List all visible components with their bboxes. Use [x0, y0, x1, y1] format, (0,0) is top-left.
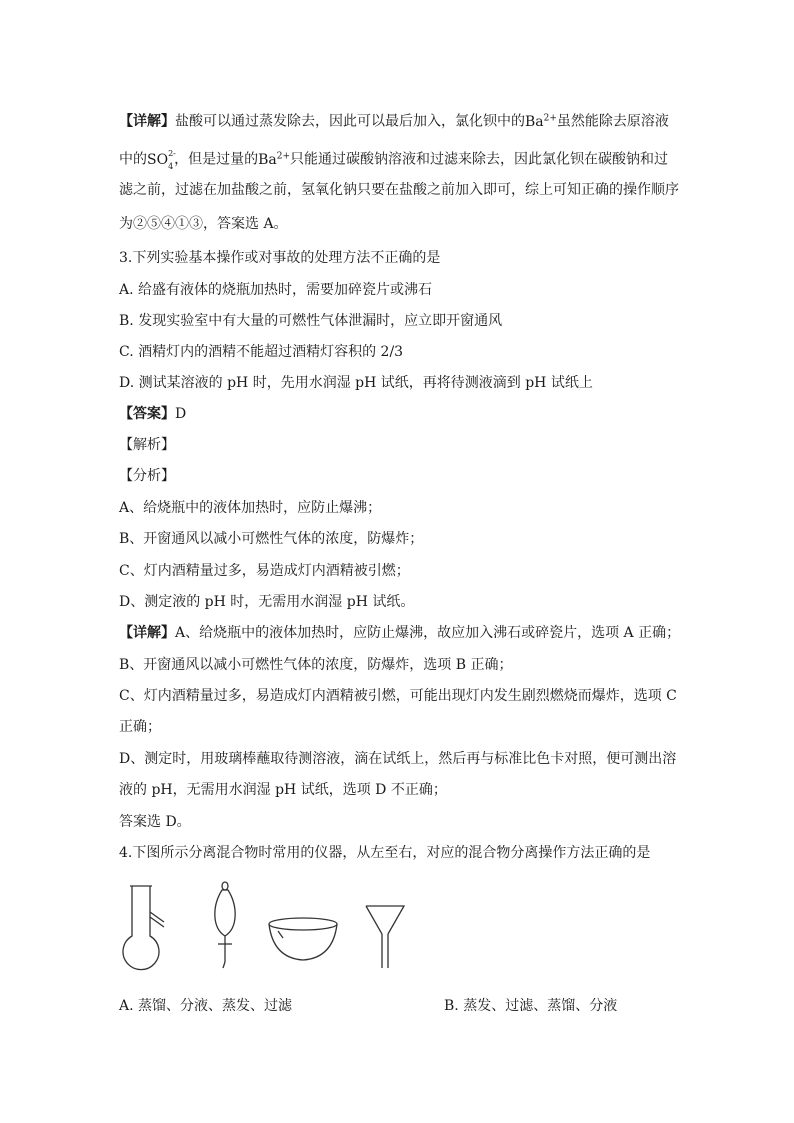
fenxi-tag: 【分析】 [119, 468, 175, 484]
question-4-stem: 4.下图所示分离混合物时常用的仪器，从左至右，对应的混合物分离操作方法正确的是 [119, 845, 651, 861]
separatory-funnel-icon [215, 882, 235, 968]
question-3-option-b: B. 发现实验室中有大量的可燃性气体泄漏时，应立即开窗通风 [119, 313, 503, 329]
detail-c-1: C、灯内酒精量过多，易造成灯内酒精被引燃，可能出现灯内发生剧烈燃烧而爆炸，选项 C [119, 688, 677, 704]
question-4-option-a: A. 蒸馏、分液、蒸发、过滤 [119, 998, 293, 1014]
answer-value: D [175, 406, 187, 422]
barium-ion: $Ba^{2+}$ [258, 151, 290, 168]
distillation-flask-icon [123, 886, 164, 970]
evaporating-dish-icon [269, 918, 337, 960]
detail-d-2: 液的 pH，无需用水润湿 pH 试纸，选项 D 不正确； [119, 782, 447, 798]
barium-ion: $Ba^{2+}$ [525, 113, 557, 130]
detail-tag: 【详解】 [119, 625, 175, 641]
fenxi-b: B、开窗通风以减小可燃性气体的浓度，防爆炸； [119, 531, 424, 547]
answer-line [119, 404, 679, 424]
answer-tag: 【答案】 [119, 406, 175, 422]
detail-tag: 【详解】 [119, 113, 175, 130]
fenxi-c: C、灯内酒精量过多，易造成灯内酒精被引燃； [119, 563, 410, 579]
detail-c-2: 正确； [119, 719, 161, 735]
fenxi-d: D、测定液的 pH 时，无需用水润湿 pH 试纸。 [119, 594, 415, 610]
question-4-option-b: B. 蒸发、过滤、蒸馏、分液 [444, 998, 618, 1014]
sulfate-ion: SO 2- 4 [147, 148, 176, 171]
analysis-tag: 【解析】 [119, 437, 175, 453]
detail-d-1: D、测定时，用玻璃棒蘸取待测溶液，滴在试纸上，然后再与标准比色卡对照，便可测出溶 [119, 751, 677, 767]
fenxi-a: A、给烧瓶中的液体加热时，应防止爆沸； [119, 500, 382, 516]
detail-line-3: 滤之前，过滤在加盐酸之前，氢氧化钠只要在盐酸之前加入即可，综上可知正确的操作顺序 [119, 182, 679, 198]
detail-b: B、开窗通风以减小可燃性气体的浓度，防爆炸，选项 B 正确； [119, 657, 513, 673]
detail-line-1: 【详解】盐酸可以通过蒸发除去，因此可以最后加入，氯化钡中的$Ba^{2+}$虽然能除去原溶液 [119, 113, 669, 130]
apparatus-figure [118, 876, 418, 976]
question-3-stem: 3.下列实验基本操作或对事故的处理方法不正确的是 [119, 250, 441, 266]
detail-line-2: 中的SO 2- 4 ，但是过量的$Ba^{2+}$只能通过碳酸钠溶液和过滤来除去，因此氯化钡在碳酸钠和过 [119, 148, 668, 171]
question-3-option-d: D. 测试某溶液的 pH 时，先用水润湿 pH 试纸，再将待测液滴到 pH 试纸上 [119, 375, 593, 391]
question-3-option-a: A. 给盛有液体的烧瓶加热时，需要加碎瓷片或沸石 [119, 282, 433, 298]
filter-funnel-icon [366, 906, 404, 968]
conclusion: 答案选 D。 [119, 814, 191, 830]
detail-a-line: 【详解】A、给烧瓶中的液体加热时，应防止爆沸，故应加入沸石或碎瓷片，选项 A 正确； [119, 625, 681, 641]
detail-line-4: 为②⑤④①③，答案选 A。 [119, 216, 288, 232]
question-3-option-c: C. 酒精灯内的酒精不能超过酒精灯容积的 2/3 [119, 344, 404, 360]
